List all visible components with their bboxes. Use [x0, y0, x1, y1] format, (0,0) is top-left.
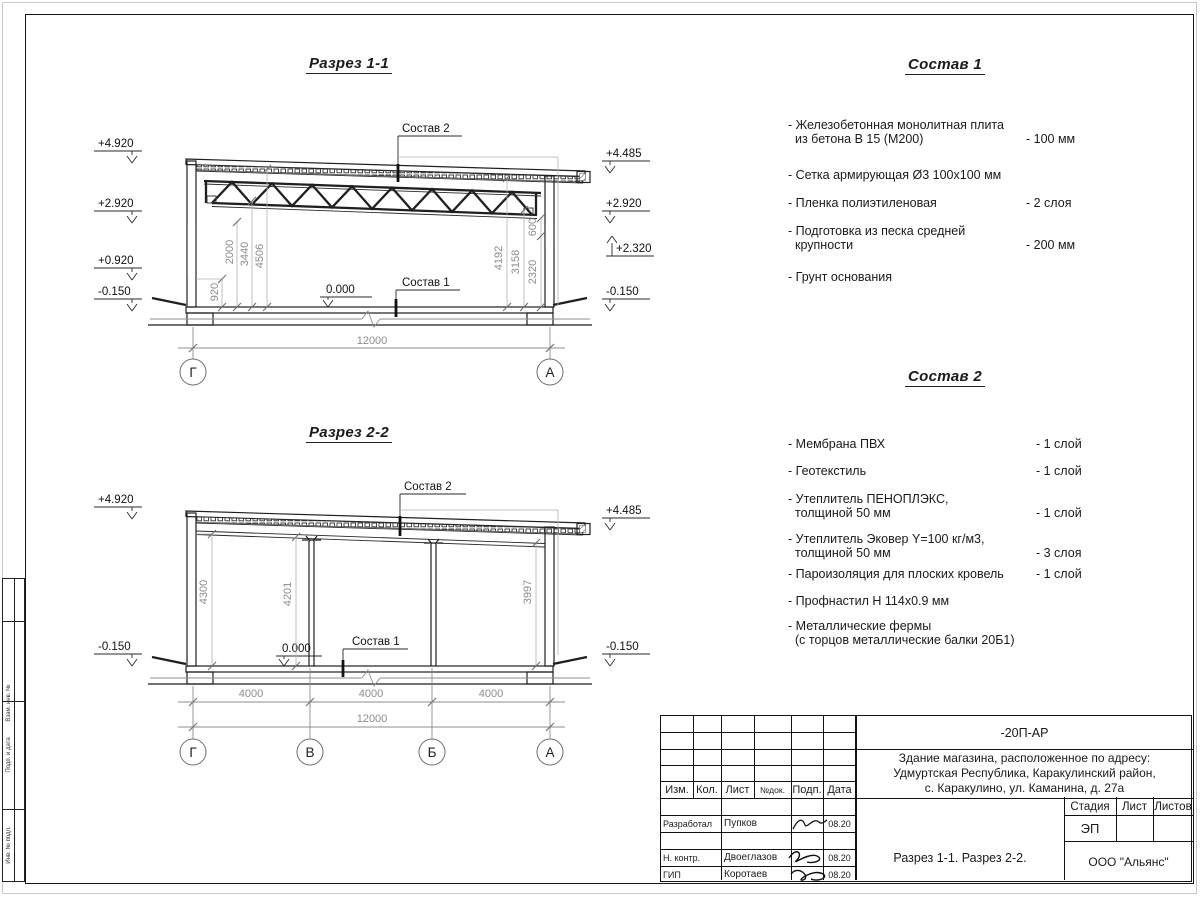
steel-truss: [204, 181, 541, 219]
row-name: Коротаев: [724, 869, 768, 880]
sostav2-leader: [400, 481, 558, 655]
section-1-1-drawing: [85, 40, 697, 400]
svg-text:4000: 4000: [478, 688, 504, 700]
row-date: 08.20: [828, 869, 851, 880]
sostav2-title: Состав 2: [905, 368, 985, 387]
svg-text:3997: 3997: [522, 579, 534, 605]
section2-title: Разрез 2-2: [306, 424, 392, 443]
axis-bubble: В: [305, 745, 315, 760]
elev-mark: -0.150: [98, 286, 131, 298]
elev-mark: -0.150: [98, 641, 131, 653]
list-item: - Мембрана ПВХ - 1 слой: [788, 437, 1082, 451]
list-item: - Металлические фермы (с торцов металлические балки 20Б1): [788, 619, 1015, 647]
svg-text:12000: 12000: [356, 335, 388, 347]
vertical-dims-left: [196, 165, 271, 311]
svg-text:2320: 2320: [527, 259, 539, 285]
elev-mark: +2.920: [606, 198, 642, 210]
svg-text:+2.320: +2.320: [616, 243, 652, 255]
side-stamp-label: Взам. инв. №: [6, 684, 12, 722]
zero-level-label: 0.000: [326, 284, 355, 296]
list-item: - Утеплитель Эковер Y=100 кг/м3, толщиной 50 мм - 3 слоя: [788, 532, 1082, 560]
signature: [783, 844, 831, 884]
list-item: - Пленка полиэтиленовая - 2 слоя: [788, 196, 1072, 210]
list-item: - Геотекстиль - 1 слой: [788, 464, 1082, 478]
svg-text:2000: 2000: [224, 239, 236, 265]
svg-text:4000: 4000: [238, 688, 264, 700]
sostav1-leader: [343, 636, 408, 677]
side-stamp-label: Подп. и дата: [6, 737, 12, 773]
list-item: - Пароизоляция для плоских кровель - 1 слой: [788, 567, 1082, 581]
list-item: - Утеплитель ПЕНОПЛЭКС, толщиной 50 мм - 1 слой: [788, 492, 1082, 520]
row-role: Разработал: [663, 818, 712, 829]
sostav2-list: [788, 437, 1128, 647]
axis-bubble: А: [545, 365, 555, 380]
col-header-kol: Кол.: [696, 783, 718, 796]
elev-mark-up: [606, 236, 654, 256]
elev-mark: -0.150: [606, 641, 639, 653]
sheets-label: Листов: [1154, 800, 1192, 813]
row-date: 08.20: [828, 818, 851, 829]
sostav2-label: Состав 2: [402, 123, 450, 135]
sostav1-list: [788, 118, 1128, 284]
axis-bubble: Г: [189, 365, 197, 380]
svg-text:4300: 4300: [198, 579, 210, 605]
col-header-podp: Подп.: [792, 783, 822, 796]
row-name: Двоеглазов: [724, 852, 778, 863]
drawing-name: Разрез 1-1. Разрез 2-2.: [893, 850, 1027, 865]
col-header-doc: №док.: [760, 784, 785, 795]
list-item: - Грунт основания: [788, 270, 893, 284]
list-item: - Железобетонная монолитная плита из бетона В 15 (М200) - 100 мм: [788, 118, 1076, 146]
side-stamp-label: Инв. № подл.: [6, 826, 12, 864]
elev-mark: +4.485: [606, 148, 642, 160]
floor-slab: [186, 307, 553, 313]
row-role: Н. контр.: [663, 852, 701, 863]
svg-text:4506: 4506: [254, 243, 266, 269]
list-item: - Подготовка из песка средней крупности - 200 мм: [788, 224, 1076, 252]
sostav1-label: Состав 1: [402, 277, 450, 289]
svg-text:600: 600: [527, 217, 539, 237]
title-block: [660, 715, 1192, 882]
col-header-list: Лист: [725, 783, 750, 796]
list-item: - Сетка армирующая Ø3 100х100 мм: [788, 168, 1002, 182]
axis-bubble: А: [545, 745, 555, 760]
organization-name: ООО "Альянс": [1088, 855, 1169, 869]
bottom-dimension: [178, 668, 565, 765]
elev-mark: +0.920: [98, 255, 134, 267]
svg-text:4192: 4192: [493, 245, 505, 271]
svg-text:4201: 4201: [282, 581, 294, 607]
wall-left: [187, 513, 196, 666]
svg-text:4000: 4000: [358, 688, 384, 700]
col-header-data: Дата: [827, 783, 852, 796]
elev-mark: +2.920: [98, 198, 134, 210]
svg-text:3440: 3440: [239, 241, 251, 267]
roof-profiled-sheet: [196, 517, 583, 534]
elev-mark: -0.150: [606, 286, 639, 298]
row-role: ГИП: [663, 869, 681, 880]
column-axis-B: [424, 539, 443, 666]
side-stamp: [2, 578, 25, 882]
sostav1-title: Состав 1: [905, 56, 985, 75]
document-number: -20П-АР: [1000, 725, 1049, 740]
floor-slab: [186, 666, 553, 672]
bottom-dimension: [178, 327, 565, 385]
sostav1-label: Состав 1: [352, 636, 400, 648]
section-2-2-drawing: [85, 410, 697, 790]
sostav2-label: Состав 2: [404, 481, 452, 493]
elev-mark: +4.920: [98, 494, 134, 506]
section1-title: Разрез 1-1: [306, 55, 392, 74]
roof-profiled-sheet: [196, 165, 583, 182]
object-name: Здание магазина, расположенное по адресу: Удмуртская Республика, Каракулинский район, с. Каракулино, ул. Каманина, д. 27а: [893, 751, 1156, 795]
elev-mark: +4.920: [98, 138, 134, 150]
wall-right: [545, 527, 554, 666]
zero-level-mark: [320, 284, 372, 307]
svg-text:12000: 12000: [356, 713, 388, 725]
col-header-izm: Изм.: [665, 783, 689, 796]
stage-label: Стадия: [1070, 800, 1110, 813]
sostav1-leader: [396, 277, 460, 317]
sheet-label: Лист: [1122, 800, 1147, 813]
axis-bubble: Б: [427, 745, 437, 760]
row-date: 08.20: [828, 852, 851, 863]
svg-text:920: 920: [209, 282, 221, 302]
elev-mark: +4.485: [606, 505, 642, 517]
stage-value: ЭП: [1080, 820, 1100, 836]
list-item: - Профнастил Н 114х0.9 мм: [788, 594, 950, 608]
signature: [789, 813, 829, 835]
row-name: Пупков: [724, 818, 757, 829]
svg-text:3158: 3158: [510, 249, 522, 275]
zero-level-label: 0.000: [282, 643, 311, 655]
axis-bubble: Г: [189, 745, 197, 760]
